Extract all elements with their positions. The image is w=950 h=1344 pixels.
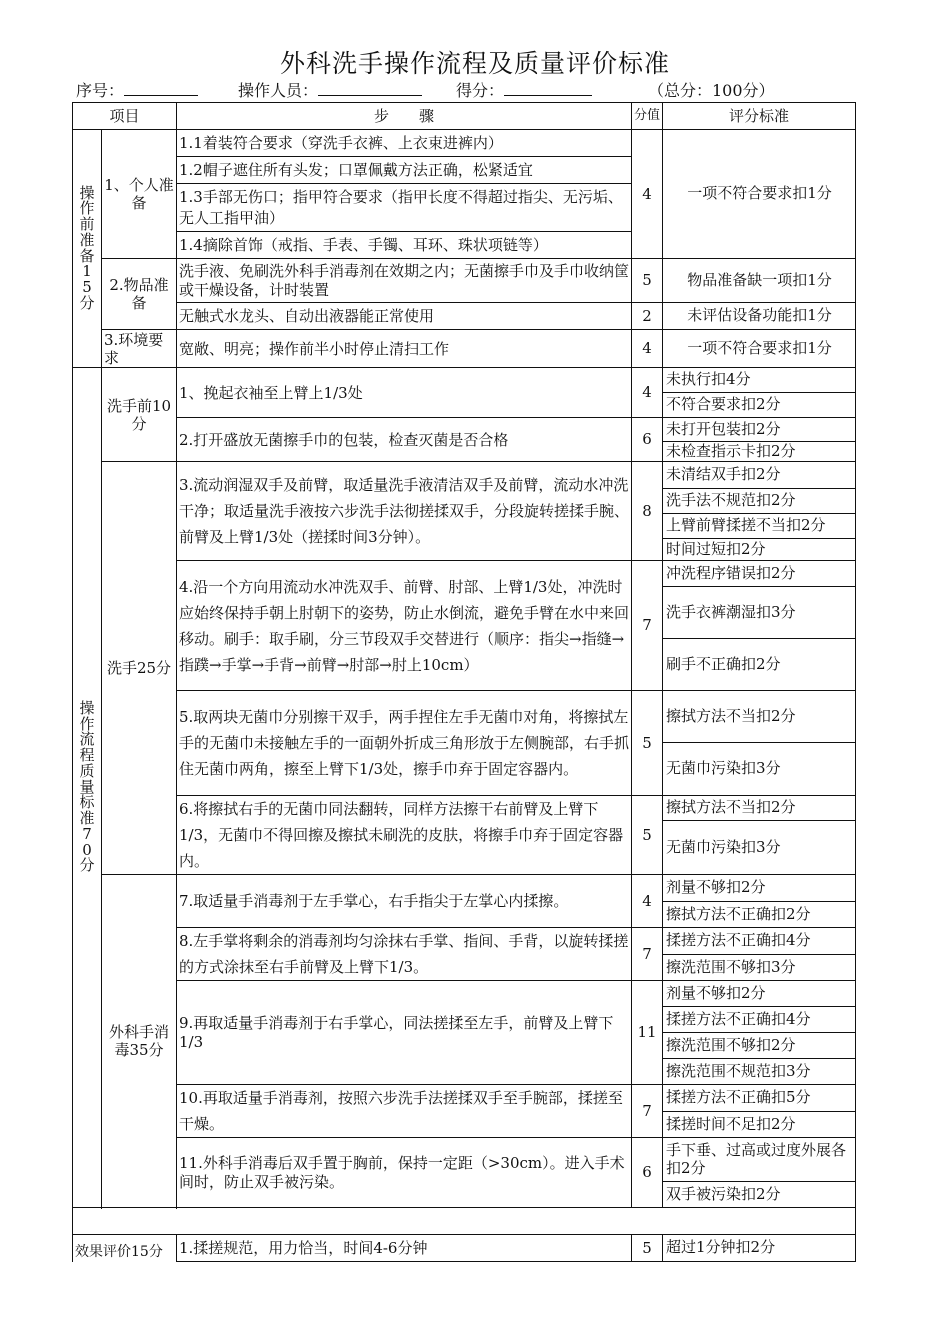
score-blank[interactable]: [504, 81, 592, 96]
table-row: [73, 691, 856, 743]
score-cell: 4: [632, 330, 663, 368]
std-cell: 擦洗范围不够扣3分: [663, 954, 856, 981]
std-cell: 上臂前臂揉搓不当扣2分: [663, 514, 856, 539]
score-cell: 5: [632, 259, 663, 303]
std-cell: 擦拭方法不当扣2分: [663, 796, 856, 821]
evaluation-table: [72, 102, 856, 1262]
score-cell: 5: [632, 691, 663, 796]
table-row: [73, 875, 856, 902]
std-cell: 一项不符合要求扣1分: [663, 130, 856, 259]
section-result: 效果评价15分: [73, 1235, 177, 1262]
std-cell: 超过1分钟扣2分: [663, 1235, 856, 1262]
operator-field: [238, 78, 422, 101]
step-cell: 1.3手部无伤口；指甲符合要求（指甲长度不得超过指尖、无污垢、无人工指甲油）: [177, 184, 632, 232]
table-row: [73, 928, 856, 955]
table-row: [73, 418, 856, 442]
step-cell: 9.再取适量手消毒剂于右手掌心，同法搓揉至左手，前臂及上臂下1/3: [177, 981, 632, 1085]
score-cell: 7: [632, 928, 663, 981]
table-row: [73, 462, 856, 489]
std-cell: 刷手不正确扣2分: [663, 639, 856, 691]
score-cell: 4: [632, 368, 663, 418]
step-cell: 11.外科手消毒后双手置于胸前，保持一定距（>30cm）。进入手术间时，防止双手被污染。: [177, 1138, 632, 1208]
category-items: 2.物品准备: [102, 259, 177, 330]
std-cell: 洗手法不规范扣2分: [663, 489, 856, 514]
category-environment: 3.环境要求: [102, 330, 177, 368]
step-cell: 无触式水龙头、自动出液器能正常使用: [177, 303, 632, 330]
std-cell: 未评估设备功能扣1分: [663, 303, 856, 330]
page-title: 外科洗手操作流程及质量评价标准: [279, 49, 670, 78]
std-cell: 无菌巾污染扣3分: [663, 821, 856, 875]
step-cell: 4.沿一个方向用流动水冲洗双手、前臂、肘部、上臂1/3处，冲洗时应始终保持手朝上肘朝下的姿势，防止水倒流，避免手臂在水中来回移动。刷手：取手刷，分三节段双手交替进行（顺序：指尖→指缝→指蹼→手掌→手背→前臂→肘部→肘上10cm）: [177, 561, 632, 691]
step-cell: 7.取适量手消毒剂于左手掌心，右手指尖于左掌心内揉擦。: [177, 875, 632, 928]
std-cell: 一项不符合要求扣1分: [663, 330, 856, 368]
std-cell: 擦洗范围不够扣2分: [663, 1033, 856, 1059]
std-cell: 揉搓时间不足扣2分: [663, 1112, 856, 1138]
std-cell: 未执行扣4分: [663, 368, 856, 393]
step-cell: 1.2帽子遮住所有头发；口罩佩戴方法正确，松紧适宜: [177, 157, 632, 184]
category-personal: 1、个人准备: [102, 130, 177, 259]
score-cell: 6: [632, 418, 663, 462]
std-cell: 时间过短扣2分: [663, 539, 856, 561]
header-row: [73, 103, 856, 130]
score-cell: 6: [632, 1138, 663, 1208]
score-cell: 5: [632, 1235, 663, 1262]
section-process: 操作流程质量标准70分: [73, 368, 102, 1208]
table-row: [73, 1138, 856, 1182]
std-cell: 擦洗范围不规范扣3分: [663, 1059, 856, 1085]
score-cell: 5: [632, 796, 663, 875]
std-cell: 手下垂、过高或过度外展各扣2分: [663, 1138, 856, 1182]
step-cell: 8.左手掌将剩余的消毒剂均匀涂抹右手掌、指间、手背，以旋转揉搓的方式涂抹至右手前臂及上臂下1/3。: [177, 928, 632, 981]
score-cell: 7: [632, 1085, 663, 1138]
step-cell: 1.4摘除首饰（戒指、手表、手镯、耳环、珠状项链等）: [177, 232, 632, 259]
step-cell: 1.1着装符合要求（穿洗手衣裤、上衣束进裤内）: [177, 130, 632, 157]
std-cell: 不符合要求扣2分: [663, 393, 856, 418]
score-label: 得分：: [456, 81, 505, 100]
step-cell: 2.打开盛放无菌擦手巾的包装，检查灭菌是否合格: [177, 418, 632, 462]
table-row: [73, 796, 856, 821]
step-cell: 洗手液、免刷洗外科手消毒剂在效期之内；无菌擦手巾及手巾收纳筐或干燥设备，计时装置: [177, 259, 632, 303]
table-row: [73, 130, 856, 157]
table-row: [73, 981, 856, 1007]
score-cell: 4: [632, 875, 663, 928]
std-cell: 洗手衣裤潮湿扣3分: [663, 587, 856, 639]
std-cell: 擦拭方法不当扣2分: [663, 691, 856, 743]
std-cell: 无菌巾污染扣3分: [663, 743, 856, 796]
header-steps: 步 骤: [177, 103, 632, 130]
category-disinfect: 外科手消毒35分: [102, 875, 177, 1208]
table-row: [73, 303, 856, 330]
seq-field: [76, 78, 198, 101]
score-cell: 8: [632, 462, 663, 561]
std-cell: 物品准备缺一项扣1分: [663, 259, 856, 303]
std-cell: 擦拭方法不正确扣2分: [663, 902, 856, 928]
step-cell: 10.再取适量手消毒剂，按照六步洗手法搓揉双手至手腕部，揉搓至干燥。: [177, 1085, 632, 1138]
total-score: （总分：100分）: [648, 81, 775, 100]
table-row: [73, 259, 856, 303]
step-cell: 宽敞、明亮；操作前半小时停止清扫工作: [177, 330, 632, 368]
std-cell: 剂量不够扣2分: [663, 981, 856, 1007]
table-row: [73, 330, 856, 368]
std-cell: 未检查指示卡扣2分: [663, 442, 856, 462]
table-row: [73, 561, 856, 587]
std-cell: 未打开包装扣2分: [663, 418, 856, 442]
step-cell: 1、挽起衣袖至上臂上1/3处: [177, 368, 632, 418]
std-cell: 剂量不够扣2分: [663, 875, 856, 902]
score-field: [456, 78, 592, 101]
std-cell: 揉搓方法不正确扣4分: [663, 928, 856, 955]
std-cell: 冲洗程序错误扣2分: [663, 561, 856, 587]
step-cell: 1.揉搓规范，用力恰当，时间4-6分钟: [177, 1235, 632, 1262]
seq-label: 序号：: [76, 81, 125, 100]
header-score: 分值: [632, 103, 663, 130]
score-cell: 11: [632, 981, 663, 1085]
std-cell: 揉搓方法不正确扣5分: [663, 1085, 856, 1112]
score-cell: 7: [632, 561, 663, 691]
std-cell: 双手被污染扣2分: [663, 1182, 856, 1208]
step-cell: 3.流动润湿双手及前臂，取适量洗手液清洁双手及前臂，流动水冲洗干净；取适量洗手液按六步洗手法彻搓揉双手，分段旋转搓揉手腕、前臂及上臂1/3处（搓揉时间3分钟）。: [177, 462, 632, 561]
std-cell: 揉搓方法不正确扣4分: [663, 1007, 856, 1033]
table-row: [73, 1235, 856, 1262]
step-cell: 5.取两块无菌巾分别擦干双手，两手捏住左手无菌巾对角，将擦拭左手的无菌巾未接触左手的一面朝外折成三角形放于左侧腕部，右手抓住无菌巾两角，擦至上臂下1/3处，擦手巾弃于固定容器内。: [177, 691, 632, 796]
step-cell: 6.将擦拭右手的无菌巾同法翻转，同样方法擦干右前臂及上臂下1/3，无菌巾不得回擦及擦拭未刷洗的皮肤，将擦手巾弃于固定容器内。: [177, 796, 632, 875]
spacer-row: [73, 1208, 856, 1235]
operator-blank[interactable]: [318, 81, 422, 96]
category-before-wash: 洗手前10分: [102, 368, 177, 462]
std-cell: 未清结双手扣2分: [663, 462, 856, 489]
section-preparation: 操作前准备15分: [73, 130, 102, 368]
table-row: [73, 368, 856, 393]
score-cell: 4: [632, 130, 663, 259]
score-cell: 2: [632, 303, 663, 330]
header-std: 评分标准: [663, 103, 856, 130]
category-wash: 洗手25分: [102, 462, 177, 875]
table-row: [73, 1085, 856, 1112]
header-item: 项目: [73, 103, 177, 130]
spacer-cell: [73, 1208, 856, 1235]
seq-blank[interactable]: [124, 81, 198, 96]
operator-label: 操作人员：: [238, 81, 319, 100]
